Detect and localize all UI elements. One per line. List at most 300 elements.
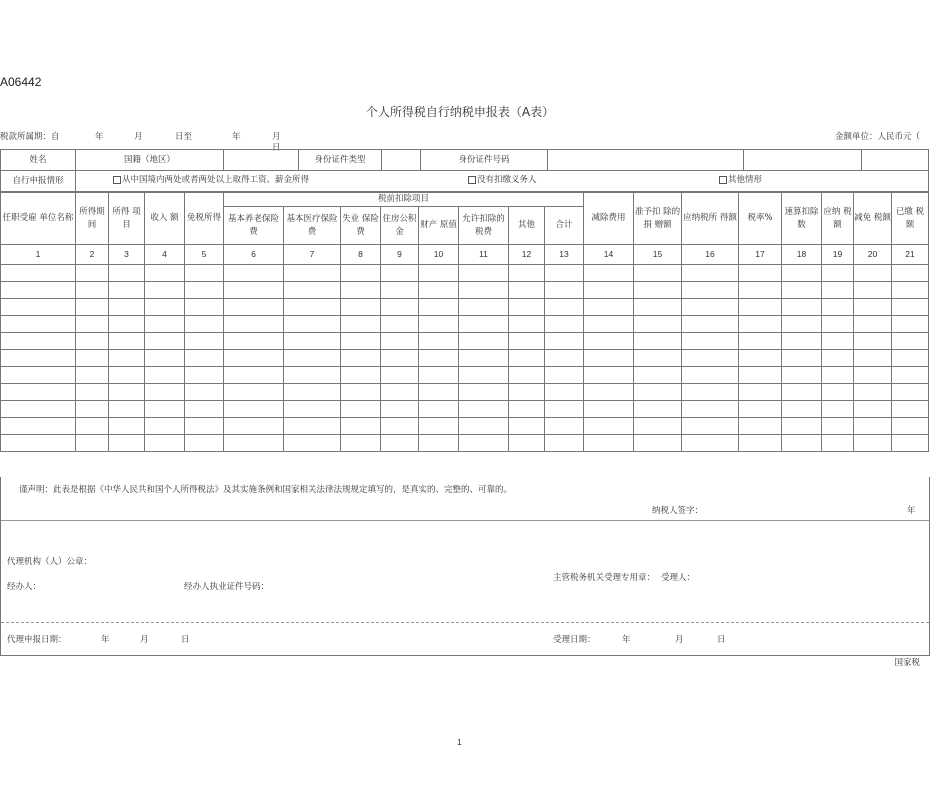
period-month-from: 月 [134,132,143,142]
table-cell[interactable] [341,282,381,299]
table-cell[interactable] [284,401,341,418]
table-cell[interactable] [854,435,892,452]
table-cell[interactable] [545,282,584,299]
table-cell[interactable] [224,367,284,384]
table-cell[interactable] [341,350,381,367]
table-cell[interactable] [459,418,509,435]
table-cell[interactable] [892,265,929,282]
table-cell[interactable] [545,299,584,316]
table-cell[interactable] [459,367,509,384]
table-cell[interactable] [284,265,341,282]
table-cell[interactable] [782,367,822,384]
table-cell[interactable] [284,435,341,452]
col-number: 19 [822,245,854,265]
table-cell[interactable] [682,418,739,435]
table-cell[interactable] [341,401,381,418]
agency-seal-label: 代理机构（人）公章： [7,557,93,567]
table-cell[interactable] [782,350,822,367]
table-cell[interactable] [284,384,341,401]
table-cell[interactable] [782,316,822,333]
table-cell[interactable] [459,333,509,350]
table-cell[interactable] [682,316,739,333]
table-cell[interactable] [1,384,76,401]
table-cell[interactable] [145,418,185,435]
header-income-period: 所得期间 [76,193,109,245]
table-cell[interactable] [224,401,284,418]
table-cell[interactable] [822,435,854,452]
table-cell[interactable] [76,401,109,418]
header-tax-rate: 税率% [739,193,782,245]
table-cell[interactable] [854,265,892,282]
table-cell[interactable] [892,350,929,367]
table-cell[interactable] [145,384,185,401]
name-label: 姓名 [1,150,76,171]
table-cell[interactable] [509,299,545,316]
header-donation: 准予扣 除的捐 赠额 [634,193,682,245]
table-cell[interactable] [509,418,545,435]
col-number: 3 [109,245,145,265]
table-cell[interactable] [284,333,341,350]
table-cell[interactable] [419,401,459,418]
col-number: 1 [1,245,76,265]
table-cell[interactable] [634,316,682,333]
nationality-label: 国籍（地区） [76,150,224,171]
table-cell[interactable] [584,265,634,282]
table-cell[interactable] [109,350,145,367]
table-cell[interactable] [76,384,109,401]
header-medical: 基本医疗保险费 [284,207,341,245]
table-cell[interactable] [892,384,929,401]
table-row [1,282,929,299]
table-cell[interactable] [782,333,822,350]
col-number: 6 [224,245,284,265]
table-cell[interactable] [584,367,634,384]
table-cell[interactable] [739,299,782,316]
table-cell[interactable] [284,316,341,333]
table-cell[interactable] [782,401,822,418]
table-cell[interactable] [739,333,782,350]
table-cell[interactable] [224,350,284,367]
header-quick-deduction: 速算扣除数 [782,193,822,245]
table-cell[interactable] [854,384,892,401]
table-cell[interactable] [634,367,682,384]
table-cell[interactable] [822,384,854,401]
table-cell[interactable] [109,384,145,401]
table-cell[interactable] [109,299,145,316]
table-cell[interactable] [109,282,145,299]
table-cell[interactable] [419,282,459,299]
table-cell[interactable] [584,384,634,401]
table-cell[interactable] [682,350,739,367]
table-cell[interactable] [545,265,584,282]
table-cell[interactable] [739,401,782,418]
table-cell[interactable] [739,265,782,282]
table-cell[interactable] [854,282,892,299]
table-row [1,435,929,452]
period-day-to: 日至 [175,132,193,142]
table-cell[interactable] [739,316,782,333]
table-cell[interactable] [682,333,739,350]
table-cell[interactable] [682,367,739,384]
table-cell[interactable] [459,282,509,299]
checkbox-icon [719,176,727,184]
table-cell[interactable] [185,350,224,367]
table-cell[interactable] [185,384,224,401]
table-cell[interactable] [509,367,545,384]
table-cell[interactable] [682,401,739,418]
table-cell[interactable] [185,435,224,452]
table-cell[interactable] [892,282,929,299]
table-cell[interactable] [782,265,822,282]
table-cell[interactable] [509,435,545,452]
table-cell[interactable] [545,350,584,367]
table-cell[interactable] [76,282,109,299]
table-cell[interactable] [892,401,929,418]
table-cell[interactable] [682,384,739,401]
table-cell[interactable] [822,418,854,435]
table-cell[interactable] [892,435,929,452]
table-cell[interactable] [584,333,634,350]
table-cell[interactable] [341,333,381,350]
table-cell[interactable] [224,384,284,401]
table-cell[interactable] [739,282,782,299]
table-cell[interactable] [634,401,682,418]
table-cell[interactable] [822,367,854,384]
id-type-label: 身份证件类型 [299,150,382,171]
table-cell[interactable] [419,316,459,333]
col-number: 12 [509,245,545,265]
table-cell[interactable] [739,418,782,435]
table-cell[interactable] [854,401,892,418]
table-cell[interactable] [109,316,145,333]
table-cell[interactable] [284,282,341,299]
table-cell[interactable] [782,384,822,401]
id-type-field[interactable] [382,150,421,171]
table-cell[interactable] [224,333,284,350]
accept-date-year: 年 [622,635,631,645]
table-cell[interactable] [145,299,185,316]
period-year-from: 年 [95,132,104,142]
table-cell[interactable] [1,333,76,350]
table-cell[interactable] [634,435,682,452]
table-cell[interactable] [892,316,929,333]
table-cell[interactable] [419,384,459,401]
table-cell[interactable] [634,299,682,316]
table-cell[interactable] [545,384,584,401]
table-cell[interactable] [76,435,109,452]
header-exempt-income: 免税所得 [185,193,224,245]
table-cell[interactable] [109,435,145,452]
table-cell[interactable] [185,401,224,418]
form-title: 个人所得税自行纳税申报表（A表） [365,105,555,119]
table-cell[interactable] [145,333,185,350]
tax-office-seal-label: 主管税务机关受理专用章： [553,573,656,583]
table-cell[interactable] [892,367,929,384]
table-cell[interactable] [739,435,782,452]
table-cell[interactable] [109,401,145,418]
col-number: 2 [76,245,109,265]
table-cell[interactable] [545,333,584,350]
table-cell[interactable] [822,401,854,418]
table-cell[interactable] [185,418,224,435]
table-cell[interactable] [1,418,76,435]
table-cell[interactable] [145,282,185,299]
table-cell[interactable] [145,367,185,384]
table-cell[interactable] [381,333,419,350]
table-cell[interactable] [545,418,584,435]
table-cell[interactable] [634,384,682,401]
agent-date-day: 日 [181,635,190,645]
table-cell[interactable] [892,299,929,316]
table-cell[interactable] [1,282,76,299]
table-cell[interactable] [109,265,145,282]
table-row [1,367,929,384]
table-cell[interactable] [854,333,892,350]
table-cell[interactable] [892,418,929,435]
accept-date-month: 月 [675,635,684,645]
table-cell[interactable] [459,350,509,367]
table-cell[interactable] [381,401,419,418]
table-cell[interactable] [419,350,459,367]
table-cell[interactable] [854,367,892,384]
table-cell[interactable] [584,435,634,452]
table-cell[interactable] [185,333,224,350]
table-cell[interactable] [739,350,782,367]
table-cell[interactable] [145,316,185,333]
table-cell[interactable] [419,367,459,384]
option-other[interactable]: 其他情形 [719,174,762,187]
table-cell[interactable] [584,418,634,435]
table-cell[interactable] [76,367,109,384]
header-income-item: 所得 项目 [109,193,145,245]
table-cell[interactable] [782,418,822,435]
col-number: 17 [739,245,782,265]
table-cell[interactable] [76,418,109,435]
table-cell[interactable] [76,350,109,367]
table-cell[interactable] [76,299,109,316]
table-cell[interactable] [822,299,854,316]
table-cell[interactable] [459,265,509,282]
info-blank-2[interactable] [862,150,929,171]
table-cell[interactable] [185,282,224,299]
footer-org: 国家税 [894,658,920,668]
table-cell[interactable] [185,299,224,316]
option-multiple-sources[interactable]: 从中国境内两处或者两处以上取得工资、薪金所得 [113,174,309,187]
table-cell[interactable] [381,418,419,435]
table-cell[interactable] [509,401,545,418]
table-cell[interactable] [1,350,76,367]
table-cell[interactable] [109,333,145,350]
table-cell[interactable] [224,418,284,435]
header-property-value: 财产 原值 [419,207,459,245]
table-cell[interactable] [1,299,76,316]
table-cell[interactable] [822,333,854,350]
table-cell[interactable] [1,401,76,418]
table-cell[interactable] [381,350,419,367]
table-cell[interactable] [341,299,381,316]
table-cell[interactable] [634,418,682,435]
table-cell[interactable] [682,435,739,452]
info-blank-1[interactable] [744,150,862,171]
table-cell[interactable] [634,350,682,367]
table-cell[interactable] [782,299,822,316]
table-cell[interactable] [682,282,739,299]
table-cell[interactable] [145,435,185,452]
table-cell[interactable] [782,435,822,452]
col-number: 5 [185,245,224,265]
header-housing-fund: 住房公积金 [381,207,419,245]
table-cell[interactable] [854,350,892,367]
header-other: 其他 [509,207,545,245]
table-cell[interactable] [545,435,584,452]
table-cell[interactable] [634,333,682,350]
table-cell[interactable] [782,282,822,299]
table-cell[interactable] [459,316,509,333]
table-cell[interactable] [1,265,76,282]
table-cell[interactable] [854,299,892,316]
table-cell[interactable] [381,316,419,333]
table-cell[interactable] [224,282,284,299]
table-cell[interactable] [419,435,459,452]
table-cell[interactable] [584,350,634,367]
table-cell[interactable] [224,435,284,452]
table-cell[interactable] [284,367,341,384]
table-cell[interactable] [381,367,419,384]
col-number: 14 [584,245,634,265]
table-cell[interactable] [545,401,584,418]
table-cell[interactable] [739,367,782,384]
form-code: A06442 [0,75,42,89]
table-cell[interactable] [284,299,341,316]
table-cell[interactable] [284,418,341,435]
table-cell[interactable] [419,265,459,282]
header-total: 合计 [545,207,584,245]
col-number: 7 [284,245,341,265]
table-cell[interactable] [545,316,584,333]
table-cell[interactable] [76,316,109,333]
table-cell[interactable] [509,333,545,350]
income-tax-table [0,192,929,452]
table-cell[interactable] [634,282,682,299]
header-taxable-income: 应纳税所 得额 [682,193,739,245]
table-cell[interactable] [341,367,381,384]
table-cell[interactable] [381,299,419,316]
table-cell[interactable] [509,265,545,282]
table-cell[interactable] [419,299,459,316]
option-no-withholding-agent[interactable]: 没有扣缴义务人 [468,174,537,187]
table-cell[interactable] [145,265,185,282]
declaration-section [0,477,930,656]
table-cell[interactable] [459,384,509,401]
col-number: 9 [381,245,419,265]
table-row [1,299,929,316]
col-number: 18 [782,245,822,265]
table-cell[interactable] [854,418,892,435]
column-number-row [1,245,929,265]
table-cell[interactable] [545,367,584,384]
table-cell[interactable] [822,316,854,333]
table-cell[interactable] [854,316,892,333]
table-cell[interactable] [459,299,509,316]
table-cell[interactable] [341,418,381,435]
table-row [1,350,929,367]
table-cell[interactable] [682,299,739,316]
table-cell[interactable] [584,299,634,316]
table-cell[interactable] [739,384,782,401]
id-number-field[interactable] [548,150,744,171]
table-cell[interactable] [634,265,682,282]
table-cell[interactable] [509,384,545,401]
table-cell[interactable] [509,350,545,367]
table-cell[interactable] [682,265,739,282]
table-cell[interactable] [584,282,634,299]
situation-label: 自行申报情形 [1,171,76,192]
table-row [1,316,929,333]
table-cell[interactable] [509,316,545,333]
table-cell[interactable] [284,350,341,367]
table-cell[interactable] [822,350,854,367]
table-cell[interactable] [459,401,509,418]
table-cell[interactable] [224,265,284,282]
page-number: 1 [457,737,462,747]
table-cell[interactable] [1,316,76,333]
table-cell[interactable] [145,401,185,418]
header-pretax-deductions: 税前扣除项目 [224,193,584,207]
table-cell[interactable] [459,435,509,452]
table-cell[interactable] [224,316,284,333]
table-cell[interactable] [381,265,419,282]
header-unemployment: 失业 保险费 [341,207,381,245]
table-cell[interactable] [185,316,224,333]
table-cell[interactable] [145,350,185,367]
taxpayer-signature-label: 纳税人签字： [652,506,704,516]
table-cell[interactable] [76,265,109,282]
checkbox-icon [113,176,121,184]
handler-cert-label: 经办人执业证件号码： [184,582,270,592]
table-cell[interactable] [1,367,76,384]
agent-date-month: 月 [140,635,149,645]
table-cell[interactable] [584,401,634,418]
table-cell[interactable] [822,282,854,299]
period-month-to: 月 [272,132,281,142]
table-cell[interactable] [185,265,224,282]
table-cell[interactable] [224,299,284,316]
table-cell[interactable] [185,367,224,384]
table-cell[interactable] [109,367,145,384]
table-cell[interactable] [509,282,545,299]
table-cell[interactable] [109,418,145,435]
table-cell[interactable] [1,435,76,452]
table-cell[interactable] [76,333,109,350]
signature-year: 年 [907,506,916,516]
table-cell[interactable] [341,435,381,452]
table-cell[interactable] [381,384,419,401]
agent-date-label: 代理申报日期： [7,635,67,645]
table-cell[interactable] [341,265,381,282]
table-cell[interactable] [381,435,419,452]
table-cell[interactable] [892,333,929,350]
nationality-field[interactable] [224,150,299,171]
table-cell[interactable] [341,384,381,401]
declaration-statement: 谨声明：此表是根据《中华人民共和国个人所得税法》及其实施条例和国家相关法律法规规定填写的，是真实的、完整的、可靠的。 [19,485,513,495]
table-cell[interactable] [419,333,459,350]
table-cell[interactable] [822,265,854,282]
table-cell[interactable] [584,316,634,333]
table-cell[interactable] [381,282,419,299]
table-cell[interactable] [419,418,459,435]
table-cell[interactable] [341,316,381,333]
accept-date-label: 受理日期： [553,635,596,645]
